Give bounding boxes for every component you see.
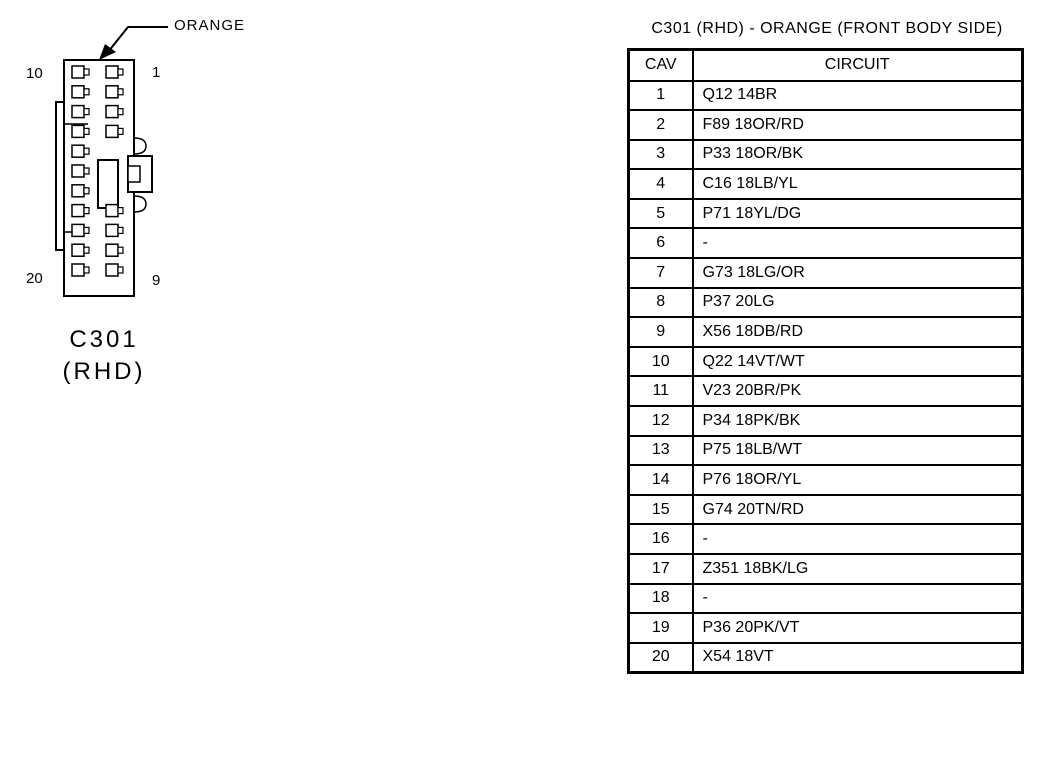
table-row: [629, 376, 1023, 406]
circuit-cell: -: [693, 584, 1023, 614]
cav-header: CAV: [629, 50, 693, 81]
table-row: [629, 258, 1023, 288]
circuit-cell: X54 18VT: [693, 643, 1023, 673]
circuit-cell: F89 18OR/RD: [693, 110, 1023, 140]
table-row: [629, 524, 1023, 554]
cav-cell: 5: [629, 199, 693, 229]
cav-cell: 12: [629, 406, 693, 436]
callout-arrow: [99, 27, 168, 60]
table-row: [629, 613, 1023, 643]
cav-cell: 20: [629, 643, 693, 673]
cav-cell: 1: [629, 81, 693, 111]
latch-bracket: [56, 102, 64, 250]
table-row: [629, 110, 1023, 140]
connector-name: C301: [69, 326, 139, 353]
pin-label-top-left: 10: [26, 65, 43, 82]
circuit-cell: P36 20PK/VT: [693, 613, 1023, 643]
table-row: [629, 140, 1023, 170]
table-title: C301 (RHD) - ORANGE (FRONT BODY SIDE): [651, 20, 1003, 37]
cav-cell: 8: [629, 288, 693, 318]
cav-cell: 19: [629, 613, 693, 643]
table-row: [629, 465, 1023, 495]
circuit-header: CIRCUIT: [693, 50, 1023, 81]
cav-cell: 14: [629, 465, 693, 495]
circuit-cell: Z351 18BK/LG: [693, 554, 1023, 584]
circuit-cell: Q22 14VT/WT: [693, 347, 1023, 377]
cav-cell: 13: [629, 436, 693, 466]
cav-cell: 3: [629, 140, 693, 170]
circuit-cell: V23 20BR/PK: [693, 376, 1023, 406]
table-row: [629, 436, 1023, 466]
circuit-cell: P37 20LG: [693, 288, 1023, 318]
circuit-cell: P75 18LB/WT: [693, 436, 1023, 466]
circuit-cell: -: [693, 524, 1023, 554]
pinout-table: [627, 48, 1024, 674]
callout-label: ORANGE: [174, 17, 246, 34]
cav-cell: 17: [629, 554, 693, 584]
table-row: [629, 643, 1023, 673]
cav-cell: 10: [629, 347, 693, 377]
circuit-cell: P34 18PK/BK: [693, 406, 1023, 436]
connector-variant: (RHD): [62, 358, 146, 385]
table-header-row: [629, 50, 1023, 81]
table-row: [629, 495, 1023, 525]
table-row: [629, 81, 1023, 111]
cav-cell: 4: [629, 169, 693, 199]
table-row: [629, 169, 1023, 199]
table-row: [629, 288, 1023, 318]
cav-cell: 7: [629, 258, 693, 288]
pin-label-bottom-right: 9: [152, 272, 161, 289]
table-row: [629, 406, 1023, 436]
cav-cell: 9: [629, 317, 693, 347]
table-row: [629, 584, 1023, 614]
circuit-cell: Q12 14BR: [693, 81, 1023, 111]
table-row: [629, 347, 1023, 377]
circuit-cell: P76 18OR/YL: [693, 465, 1023, 495]
table-row: [629, 317, 1023, 347]
table-row: [629, 228, 1023, 258]
cav-cell: 6: [629, 228, 693, 258]
cav-cell: 15: [629, 495, 693, 525]
circuit-cell: P71 18YL/DG: [693, 199, 1023, 229]
cav-cell: 11: [629, 376, 693, 406]
circuit-cell: G74 20TN/RD: [693, 495, 1023, 525]
table-row: [629, 554, 1023, 584]
pin-label-bottom-left: 20: [26, 270, 43, 287]
pin-label-top-right: 1: [152, 64, 161, 81]
circuit-cell: -: [693, 228, 1023, 258]
cav-cell: 2: [629, 110, 693, 140]
circuit-cell: G73 18LG/OR: [693, 258, 1023, 288]
cav-cell: 18: [629, 584, 693, 614]
circuit-cell: P33 18OR/BK: [693, 140, 1023, 170]
cav-cell: 16: [629, 524, 693, 554]
circuit-cell: C16 18LB/YL: [693, 169, 1023, 199]
center-key: [98, 160, 118, 208]
circuit-cell: X56 18DB/RD: [693, 317, 1023, 347]
table-row: [629, 199, 1023, 229]
